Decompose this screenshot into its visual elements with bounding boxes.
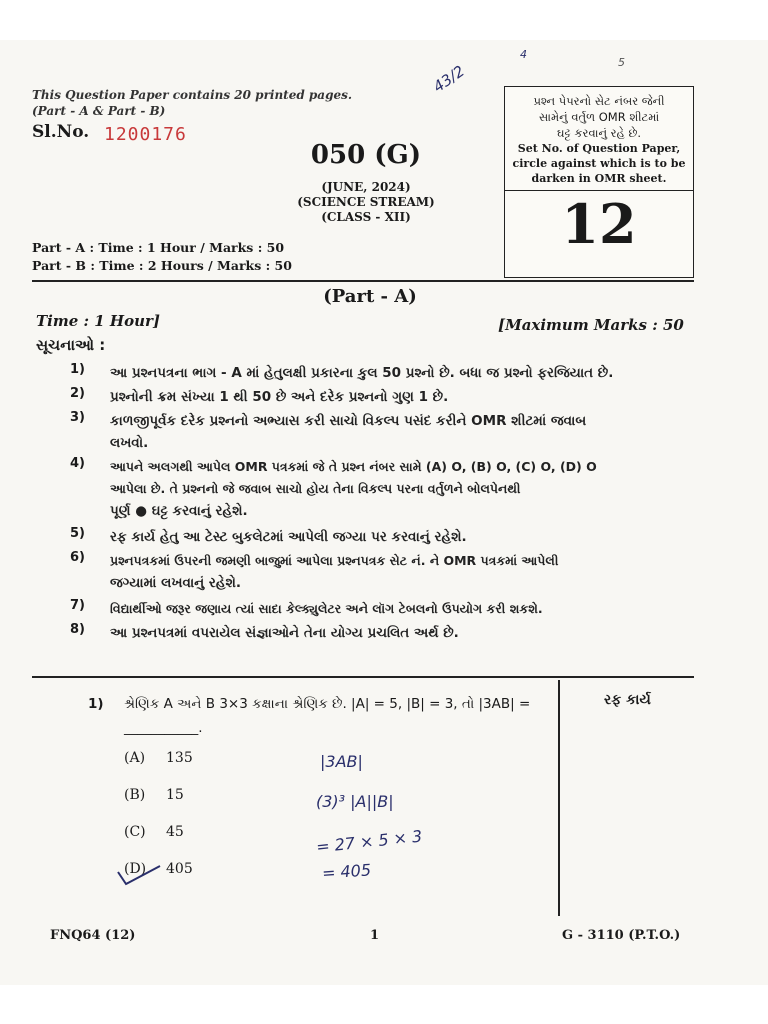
- instruction-number: 5): [70, 526, 85, 541]
- instruction-text: પૂર્ણ ● ઘટ્ટ કરવાનું રહેશે.: [110, 503, 248, 519]
- set-box-gujarati-line: સામેનું વર્તુળ OMR શીટમાં: [538, 110, 660, 124]
- instruction-text: આ પ્રશ્નપત્રમાં વપરાયેલ સંજ્ઞાઓને તેના યોગ્ય પ્રચલિત અર્થ છે.: [110, 625, 459, 641]
- divider: [32, 676, 694, 678]
- session: (JUNE, 2024): [321, 180, 411, 194]
- instruction-text: લખવો.: [110, 435, 149, 451]
- option-label: (A): [124, 750, 146, 766]
- instruction-item: [70, 622, 700, 646]
- instruction-text: જગ્યામાં લખવાનું રહેશે.: [110, 575, 242, 591]
- handwritten-mark-small: 5: [618, 56, 625, 69]
- handwritten-work-line: = 405: [321, 860, 372, 883]
- stream: (SCIENCE STREAM): [297, 195, 435, 209]
- instruction-item: [70, 526, 700, 550]
- instruction-number: 2): [70, 386, 85, 401]
- instructions-list: [70, 362, 700, 646]
- instruction-number: 3): [70, 410, 85, 425]
- part-a-timing: Part - A : Time : 1 Hour / Marks : 50: [32, 240, 285, 255]
- question-number: 1): [88, 696, 104, 712]
- handwritten-mark-small: 4: [520, 48, 527, 61]
- part-title: (Part - A): [323, 286, 417, 307]
- option-label: (D): [124, 861, 147, 877]
- rough-work-label: રફ કાર્ય: [604, 692, 651, 708]
- set-box-english-line: circle against which is to be: [512, 157, 686, 170]
- checkmark-icon: [114, 862, 164, 888]
- question-text: શ્રેણિક A અને B 3×3 કક્ષાના શ્રેણિક છે. |A| = 5, |B| = 3, તો |3AB| =: [124, 696, 531, 712]
- instruction-text: રફ કાર્ય હેતુ આ ટેસ્ટ બુકલેટમાં આપેલી જગ્યા પર કરવાનું રહેશે.: [110, 529, 467, 545]
- instruction-item: [70, 598, 700, 622]
- set-box-english-line: Set No. of Question Paper,: [517, 142, 681, 155]
- option-value: 15: [166, 787, 184, 803]
- instruction-text: આ પ્રશ્નપત્રના ભાગ - A માં હેતુલક્ષી પ્રકારના કુલ 50 પ્રશ્નો છે. બધા જ પ્રશ્નો ફરજિયાત છે.: [110, 365, 614, 381]
- instruction-item: [70, 550, 700, 598]
- serial-label: Sl.No.: [32, 122, 90, 142]
- question-paper-page: [0, 40, 768, 985]
- footer-series: G - 3110 (P.T.O.): [562, 928, 681, 943]
- page-number: 1: [370, 928, 380, 943]
- class: (CLASS - XII): [321, 210, 411, 224]
- option-value: 135: [166, 750, 193, 766]
- instruction-number: 4): [70, 456, 85, 471]
- option-value: 45: [166, 824, 184, 840]
- rough-work-divider: [558, 680, 560, 916]
- instruction-item: [70, 456, 700, 526]
- instruction-number: 6): [70, 550, 85, 565]
- footer-code: FNQ64 (12): [50, 928, 136, 943]
- instruction-text: કાળજીપૂર્વક દરેક પ્રશ્નનો અભ્યાસ કરી સાચો વિકલ્પ પસંદ કરીને OMR શીટમાં જવાબ: [110, 413, 587, 429]
- option: [124, 750, 193, 787]
- instruction-text: પ્રશ્નપત્રકમાં ઉપરની જમણી બાજુમાં આપેલા પ્રશ્નપત્રક સેટ નં. ને OMR પત્રકમાં આપેલી: [110, 553, 559, 568]
- instruction-number: 8): [70, 622, 85, 637]
- instruction-number: 1): [70, 362, 85, 377]
- instruction-item: [70, 386, 700, 410]
- handwritten-work-line: (3)³ |A||B|: [316, 792, 394, 811]
- parts-info: (Part - A & Part - B): [32, 104, 166, 118]
- question-blank: ___________.: [124, 720, 203, 736]
- pages-info: This Question Paper contains 20 printed pages.: [32, 88, 353, 102]
- part-b-timing: Part - B : Time : 2 Hours / Marks : 50: [32, 258, 292, 273]
- set-number: 12: [561, 192, 637, 256]
- instructions-title: સૂચનાઓ :: [36, 336, 106, 354]
- divider: [32, 280, 694, 282]
- set-number-box: [504, 86, 694, 278]
- set-box-english-line: darken in OMR sheet.: [531, 172, 667, 185]
- set-box-gujarati-line: પ્રશ્ન પેપરનો સેટ નંબર જેની: [533, 94, 665, 108]
- serial-number: 1200176: [104, 124, 187, 145]
- handwritten-work-line: = 27 × 5 × 3: [315, 826, 424, 857]
- set-box-gujarati-line: ઘટ્ટ કરવાનું રહે છે.: [557, 126, 641, 140]
- instruction-text: વિદ્યાર્થીઓ જરૂર જણાય ત્યાં સાદા કેલ્ક્યુલેટર અને લૉગ ટેબલનો ઉપયોગ કરી શકશે.: [110, 601, 543, 616]
- instruction-text: પ્રશ્નોની ક્રમ સંખ્યા 1 થી 50 છે અને દરેક પ્રશ્નનો ગુણ 1 છે.: [110, 389, 449, 405]
- instruction-text: આપેલા છે. તે પ્રશ્નનો જે જવાબ સાચો હોય તેના વિકલ્પ પરના વર્તુળને બોલપેનથી: [110, 481, 521, 496]
- max-marks-label: [Maximum Marks : 50: [498, 316, 684, 334]
- option-label: (C): [124, 824, 146, 840]
- instruction-item: [70, 362, 700, 386]
- option-value: 405: [166, 861, 193, 877]
- option-label: (B): [124, 787, 146, 803]
- option: [124, 787, 193, 824]
- handwritten-mark: 43/2: [429, 61, 468, 97]
- instruction-number: 7): [70, 598, 85, 613]
- instruction-text: આપને અલગથી આપેલ OMR પત્રકમાં જે તે પ્રશ્ન નંબર સામે (A) O, (B) O, (C) O, (D) O: [110, 459, 597, 474]
- option: [124, 824, 193, 861]
- paper-code: 050 (G): [310, 140, 422, 170]
- time-label: Time : 1 Hour]: [36, 312, 160, 330]
- instruction-item: [70, 410, 700, 456]
- handwritten-work-line: |3AB|: [320, 752, 363, 771]
